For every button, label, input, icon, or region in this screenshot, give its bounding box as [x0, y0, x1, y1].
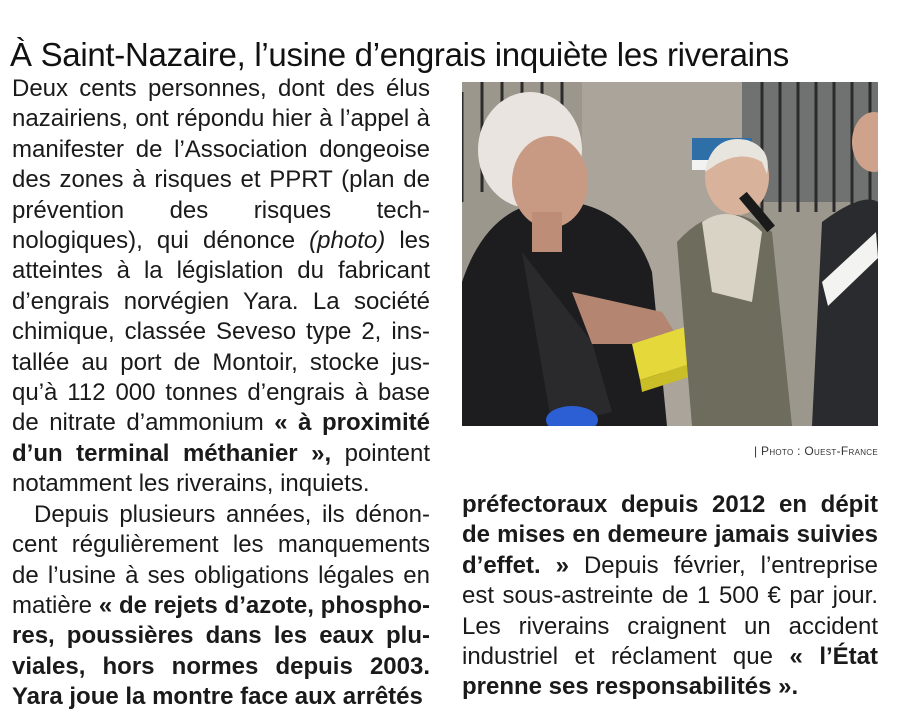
- article-photo: [462, 82, 878, 426]
- article-paragraph-3: [462, 490, 878, 703]
- article-paragraph-1: [12, 74, 430, 500]
- p1-text-3: les atteintes à la législation du fabricant d’engrais norvégien Yara. La société chimique, classée Seveso type 2, installée au port de Montoir, stocke jusqu’à 112 000 tonnes d’engrais à base de nitrate d’ammonium: [12, 227, 430, 437]
- p1-quote: « à proximité d’un terminal méthanier »,: [12, 409, 430, 467]
- p3-quote-end: préfectoraux depuis 2012 en dépit de mises en demeure jamais suivies d’effet. »: [462, 491, 878, 579]
- p3-text-2: Depuis février, l’entreprise est sous-astreinte de 1 500 € par jour. Les riverains craignent un accident industriel et réclament que: [462, 551, 878, 671]
- article-column-left: [12, 74, 430, 713]
- p2-text-1: Depuis plusieurs années, ils dénoncent régulièrement les manquements de l’usine à ses obligations légales en matière: [12, 500, 430, 619]
- article-headline: À Saint-Nazaire, l’usine d’engrais inquiète les riverains: [10, 36, 789, 74]
- p1-photo-ref: (photo): [309, 227, 386, 255]
- article-paragraph-2: [12, 500, 430, 713]
- article-column-right: [462, 490, 878, 703]
- p2-quote: « de rejets d’azote, phosphores, poussières dans les eaux pluviales, hors normes depuis 2003. Yara joue la montre face aux arrêtés: [12, 591, 430, 711]
- p1-text-1: Deux cents personnes, dont des élus nazairiens, ont répondu hier à l’appel à manifester de l’Association dongeoise des zones à risques et PPRT (plan de prévention des risques technologiques), qui dénonce: [12, 75, 430, 255]
- protest-photo-illustration: [462, 82, 878, 426]
- photo-credit: | Photo : Ouest-France: [753, 444, 878, 458]
- p3-quote-2: « l’État prenne ses responsabilités ».: [462, 643, 878, 701]
- p1-text-5: pointent notamment les riverains, inquiets.: [12, 439, 430, 498]
